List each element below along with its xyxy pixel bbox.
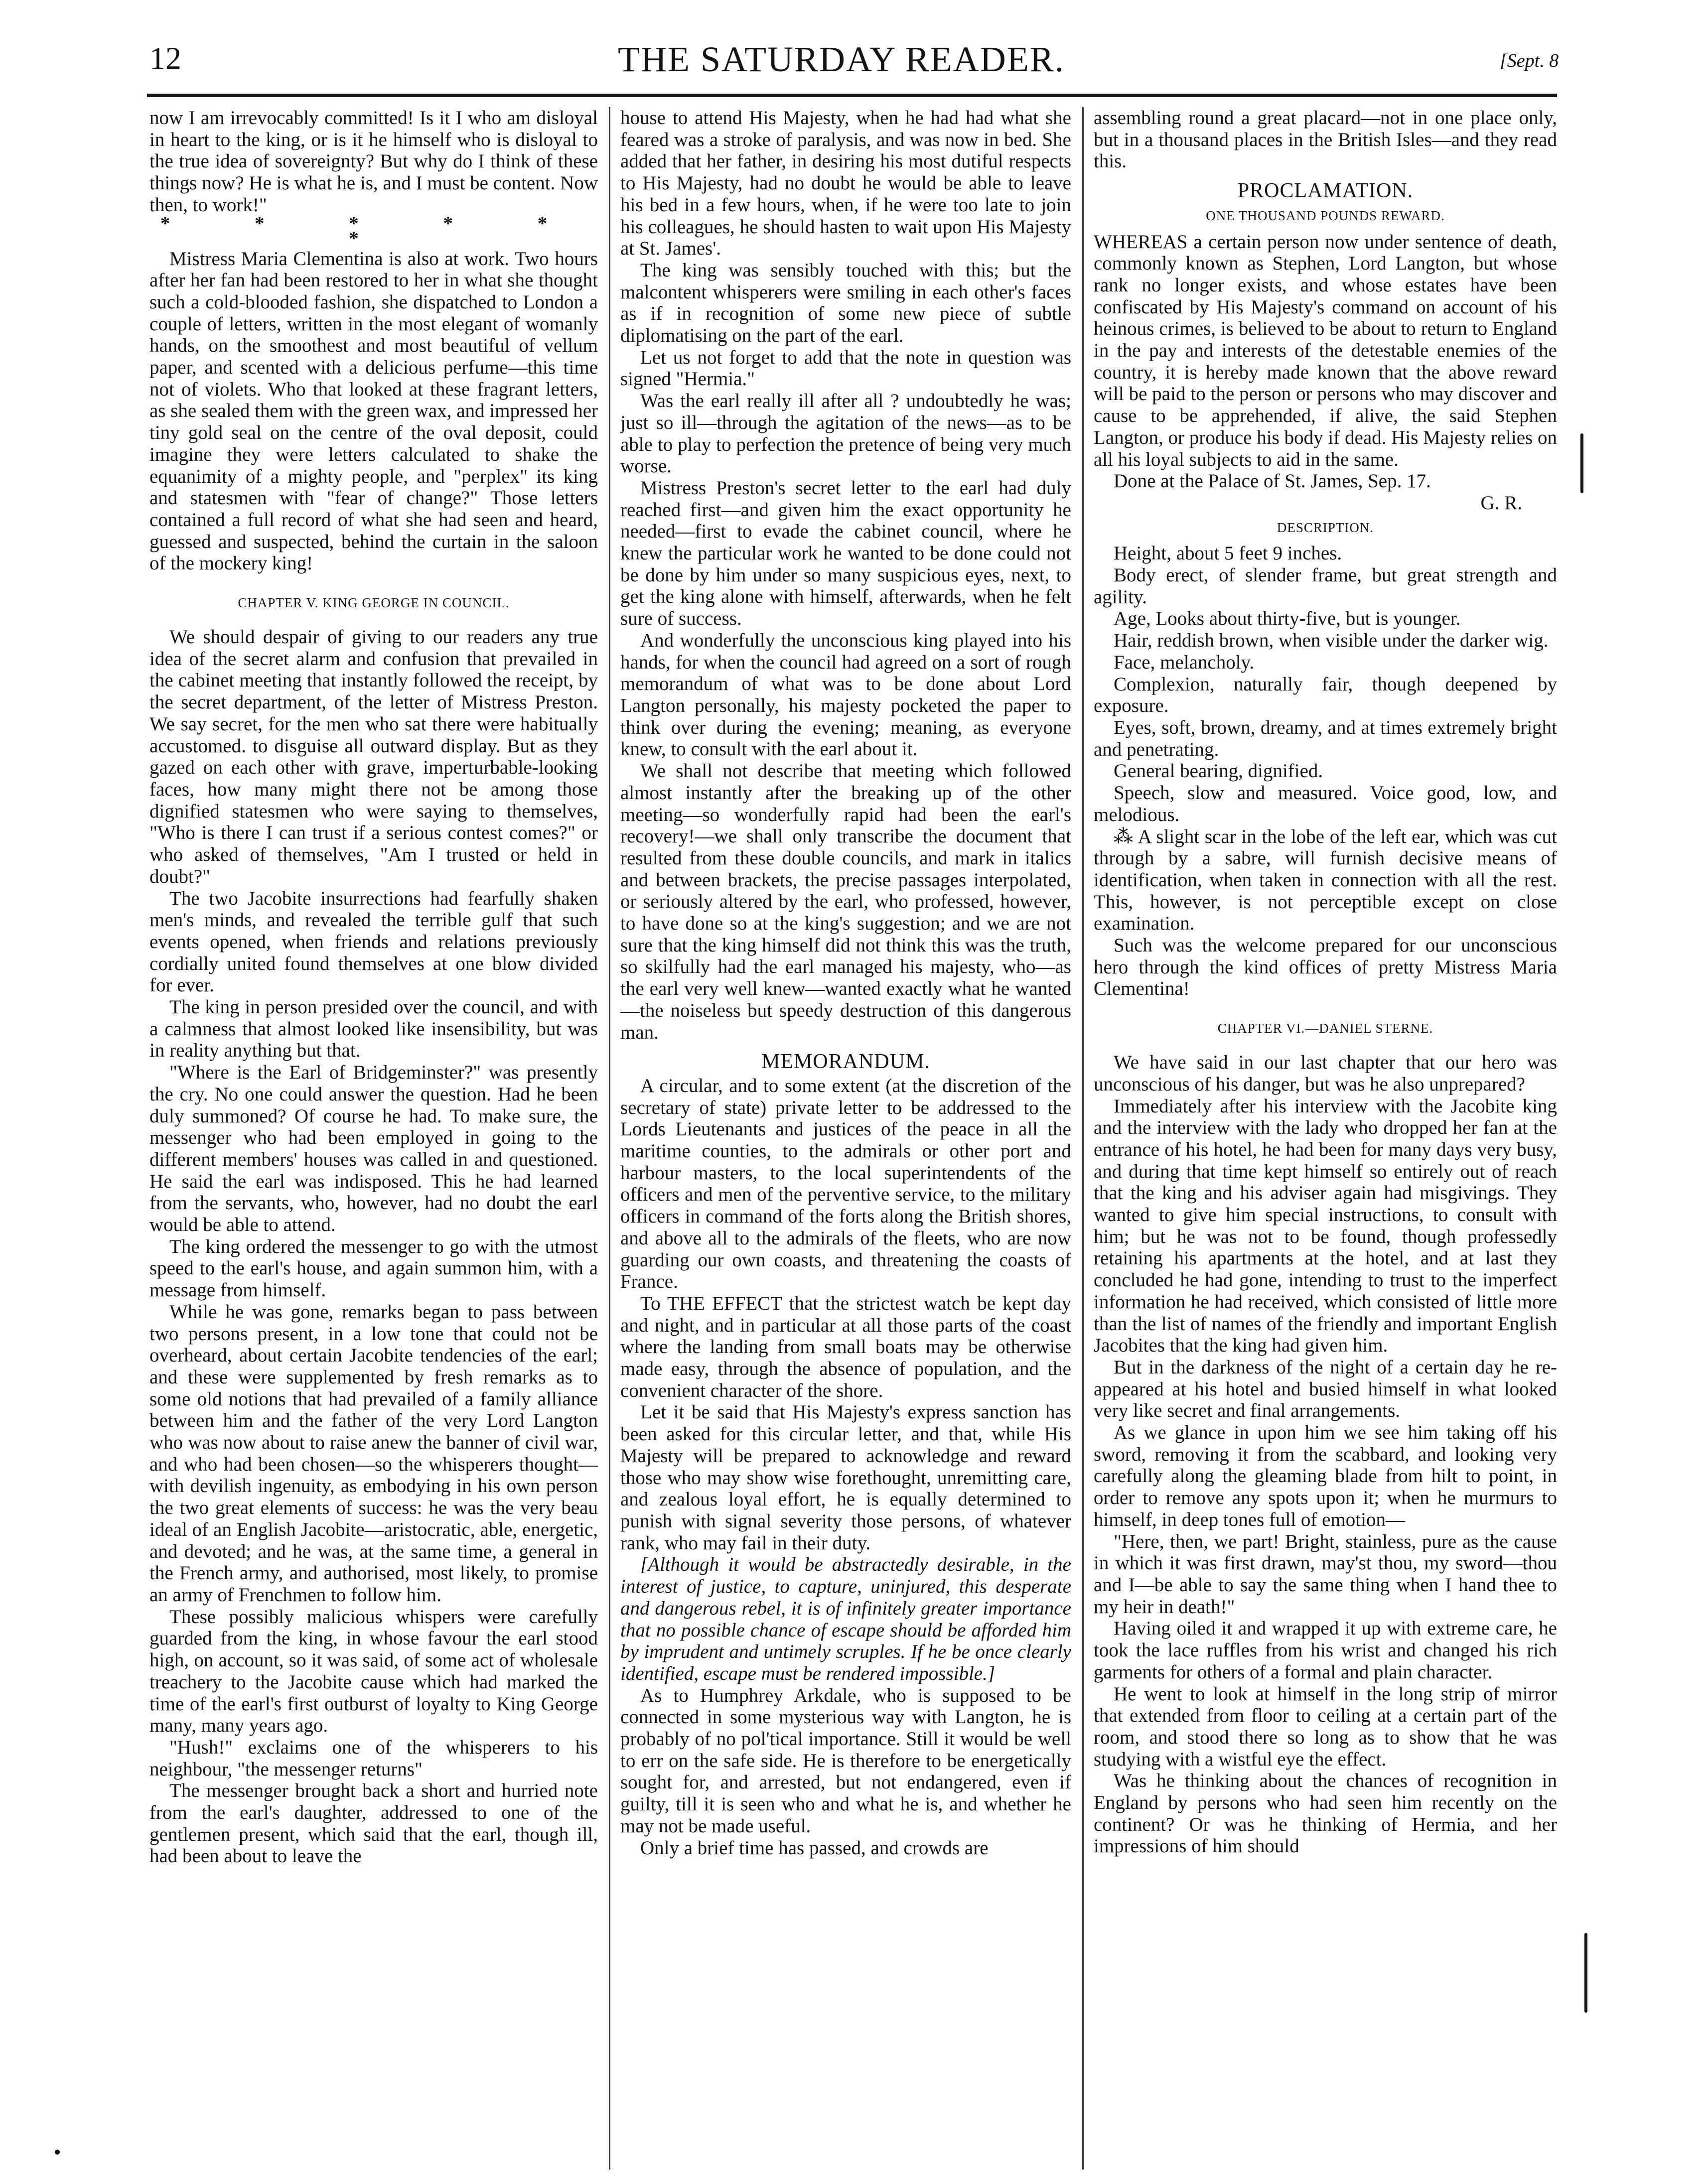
paragraph: "Hush!" exclaims one of the whisperers to his neighbour, "the messenger returns" (149, 1736, 598, 1780)
description-line: Face, melancholy. (1114, 651, 1255, 673)
description-line: General bearing, dignified. (1114, 760, 1323, 782)
paragraph: Mistress Maria Clementina is also at work. Two hours after her fan had been restored to her in what she thought such a cold-blooded fashion, she dispatched to London a couple of letters, written in the most elegant of womanly hands, on the smoothest and most beautiful of vellum paper, and scented with a delicious perfume—this time not of violets. Who that looked at these fragrant letters, as she sealed them with the green wax, and impressed her tiny gold seal on the centre of the oval deposit, could imagine they were letters calculated to shake the equanimity of a mighty people, and "perplex" its king and statesmen with "fear of change?" Those letters contained a full record of what she had seen and heard, guessed and suspected, behind the curtain in the saloon of the mockery king! (149, 248, 598, 574)
paragraph: As to Humphrey Arkdale, who is supposed to be connected in some mysterious way with Langton, he is probably of no pol'tical importance. Still it would be well to err on the safe side. He is therefore to be energetically sought for, and arrested, but not endangered, even if guilty, till it is seen who and what he is, and whether he may not be made useful. (620, 1684, 1071, 1837)
chapter-heading: CHAPTER VI.—DANIEL STERNE. (1217, 1021, 1433, 1036)
paragraph: Let us not forget to add that the note in question was signed "Hermia." (620, 346, 1071, 390)
paragraph: We should despair of giving to our readers any true idea of the secret alarm and confusion that prevailed in the cabinet meeting that instantly followed the receipt, by the secret department, of the letter of Mistress Preston. We say secret, for the men who sat there were habitually accustomed. to disguise all outward display. But as they gazed on each other with grave, imperturbable-looking faces, how many might there not be among those dignified statesmen who were saying to themselves, "Who is there I can trust if a serious contest comes?" or who asked of themselves, "Am I trusted or held in doubt?" (149, 626, 598, 887)
paragraph: These possibly malicious whispers were carefully guarded from the king, in whose favour the earl stood high, on account, so it was said, of some act of wholesale treachery to the Jacobite cause which had marked the time of the earl's first outburst of loyalty to King George many, many years ago. (149, 1606, 598, 1737)
paragraph: The two Jacobite insurrections had fearfully shaken men's minds, and revealed the terrible gulf that such events opened, when friends and relations previously cordially united found themselves at one blow divided for ever. (149, 887, 598, 996)
paragraph: Having oiled it and wrapped it up with extreme care, he took the lace ruffles from his wrist and changed his rich garments for others of a formal and plain character. (1094, 1618, 1557, 1683)
paragraph: To THE EFFECT that the strictest watch be kept day and night, and in particular at all those parts of the coast where the landing from small boats may be otherwise made easy, through the absence of population, and the convenient character of the shore. (620, 1292, 1071, 1401)
paragraph: The king ordered the messenger to go with the utmost speed to the earl's house, and again summon him, with a message from himself. (149, 1235, 598, 1301)
column-3 (1094, 107, 1557, 2175)
signature: G. R. (1480, 492, 1522, 514)
column-1 (149, 107, 598, 2175)
description-line: Speech, slow and measured. Voice good, low, and melodious. (1094, 782, 1557, 825)
paragraph-italic: [Although it would be abstractedly desirable, in the interest of justice, to capture, uninjured, this desperate and dangerous rebel, it is of infinitely greater importance that no possible chance of escape should be afforded him by imprudent and untimely scruples. If he be once clearly identified, escape must be rendered impossible.] (620, 1554, 1071, 1684)
description-line: Height, about 5 feet 9 inches. (1114, 543, 1342, 564)
paragraph: Immediately after his interview with the Jacobite king and the interview with the lady who dropped her fan at the entrance of his hotel, he had been for many days very busy, and during that time kept himself so entirely out of reach that the king and his adviser again had misgivings. They wanted to give him special instructions, to consult with him; but he was not to be found, though professedly retaining his apartments at the hotel, and at last they concluded he had gone, intending to trust to the imperfect information he had received, which consisted of little more than the list of names of the friendly and important English Jacobites that the king had given him. (1094, 1095, 1557, 1357)
paragraph: Only a brief time has passed, and crowds are (640, 1837, 989, 1859)
paragraph: Was he thinking about the chances of recognition in England by persons who had seen him recently on the continent? Or was he thinking of Hermia, and her impressions of him should (1094, 1770, 1557, 1857)
paragraph: The king was sensibly touched with this; but the malcontent whisperers were smiling in each other's faces as if in recognition of some new piece of subtle diplomatising on the part of the earl. (620, 259, 1071, 347)
paragraph: now I am irrevocably committed! Is it I who am disloyal in heart to the king, or is it he himself who is disloyal to the true idea of sovereignty? But why do I think of these things now? He is what he is, and I must be content. Now then, to work!" (149, 107, 598, 216)
paragraph: And wonderfully the unconscious king played into his hands, for when the council had agreed on a sort of rough memorandum of what was to be done about Lord Langton personally, his majesty pocketed the paper to think over during the evening; meaning, as everyone knew, to consult with the earl about it. (620, 629, 1071, 760)
description-line: Complexion, naturally fair, though deepened by exposure. (1094, 673, 1557, 717)
paragraph: The messenger brought back a short and hurried note from the earl's daughter, addressed to one of the gentlemen present, which said that the earl, though ill, had been about to leave the (149, 1780, 598, 1867)
page-number: 12 (149, 40, 181, 76)
paragraph: Was the earl really ill after all ? undoubtedly he was; just so ill—through the agitation of the news—as to be able to play to perfection the pretence of being very much worse. (620, 390, 1071, 477)
proclamation-heading: PROCLAMATION. (1237, 179, 1414, 203)
paragraph: ⁂ A slight scar in the lobe of the left ear, which was cut through by a sabre, will furnish decisive means of identification, when taken in connection with all the rest. This, however, is not perceptible except on close examination. (1094, 825, 1557, 935)
memorandum-heading: MEMORANDUM. (761, 1050, 930, 1074)
column-2 (620, 107, 1071, 2175)
section-break-stars: * * * * * * (160, 212, 587, 249)
paragraph: assembling round a great placard—not in one place only, but in a thousand places in the British Isles—and they read this. (1094, 107, 1557, 172)
paragraph: As we glance in upon him we see him taking off his sword, removing it from the scabbard, and looking very carefully along the gleaming blade from hilt to point, in order to remove any spots upon it; when he murmurs to himself, in deep tones full of emotion— (1094, 1422, 1557, 1530)
column-divider-2 (1082, 107, 1084, 2170)
header-rule (147, 94, 1557, 97)
description-line: Body erect, of slender frame, but great strength and agility. (1094, 564, 1557, 608)
paragraph: We shall not describe that meeting which followed almost instantly after the breaking up of the other meeting—so wonderfully rapid had been the earl's recovery!—we shall only transcribe the document that resulted from these double councils, and mark in italics and between brackets, the precise passages interpolated, or seriously altered by the earl, who professed, however, to have done so at the king's suggestion; and we are not sure that the king himself did not think this was the truth, so skilfully had the earl managed his majesty, who—as the earl very well knew—wanted exactly what he wanted—the noiseless but speedy destruction of this dangerous man. (620, 760, 1071, 1043)
paragraph: Done at the Palace of St. James, Sep. 17. (1114, 470, 1431, 492)
margin-mark (1580, 433, 1583, 493)
description-line: Eyes, soft, brown, dreamy, and at times extremely bright and penetrating. (1094, 716, 1557, 760)
description-heading: DESCRIPTION. (1277, 520, 1374, 535)
paragraph: house to attend His Majesty, when he had had what she feared was a stroke of paralysis, and was now in bed. She added that her father, in desiring his most dutiful respects to His Majesty, had no doubt he would be able to leave his bed in a few hours, when, if he were too late to join his colleagues, he should hasten to wait upon His Majesty at St. James'. (620, 107, 1071, 260)
paragraph: He went to look at himself in the long strip of mirror that extended from floor to ceiling at a certain part of the room, and stood there so long as to show that he was studying with a wistful eye the effect. (1094, 1683, 1557, 1770)
description-line: Hair, reddish brown, when visible under the darker wig. (1114, 630, 1549, 652)
paragraph: While he was gone, remarks began to pass between two persons present, in a low tone that could not be overheard, about certain Jacobite tendencies of the earl; and these were supplemented by fresh remarks as to some old notions that had prevailed of a family alliance between him and the father of the very Lord Langton who was now about to raise anew the banner of civil war, and who had been chosen—so the whisperers thought—with devilish ingenuity, as embodying in his own person the two great elements of success: he was the very beau ideal of an English Jacobite—aristocratic, able, energetic, and devoted; and he was, at the same time, a general in the French army, and authorised, most likely, to promise an army of Frenchmen to follow him. (149, 1301, 598, 1606)
paragraph: Such was the welcome prepared for our unconscious hero through the kind offices of pretty Mistress Maria Clementina! (1094, 935, 1557, 1000)
issue-date: [Sept. 8 (1500, 50, 1559, 71)
description-line: Age, Looks about thirty-five, but is younger. (1114, 608, 1461, 630)
reward-heading: ONE THOUSAND POUNDS REWARD. (1206, 208, 1445, 223)
paragraph: Mistress Preston's secret letter to the earl had duly reached first—and given him the exact opportunity he needed—first to evade the cabinet council, where he knew the particular work he wanted to be done could not be done by him under so many suspicious eyes, next, to get the king alone with himself, afterwards, when he felt sure of success. (620, 477, 1071, 630)
paragraph: But in the darkness of the night of a certain day he re-appeared at his hotel and busied himself in what looked very like secret and final arrangements. (1094, 1356, 1557, 1422)
paragraph: A circular, and to some extent (at the discretion of the secretary of state) private letter to be addressed to the Lords Lieutenants and justices of the peace in all the maritime counties, to the admirals or other port and harbour masters, to the local superintendents of the officers and men of the perventive service, to the military officers in command of the forts along the British shores, and above all to the admirals of the fleets, who are now guarding our own coasts, and threatening the coasts of France. (620, 1075, 1071, 1293)
paragraph: "Here, then, we part! Bright, stainless, pure as the cause in which it was first drawn, may'st thou, my sword—thou and I—be able to say the same thing when I hand thee to my heir in death!" (1094, 1530, 1557, 1618)
paragraph: "Where is the Earl of Bridgeminster?" was presently the cry. No one could answer the question. Had he been duly summoned? Of course he had. To make sure, the messenger who had been employed in going to the different members' houses was called in and questioned. He said the earl was indisposed. This he had learned from the servants, who, however, had no doubt the earl would be able to attend. (149, 1062, 598, 1236)
margin-mark (1584, 1933, 1587, 2013)
paragraph: WHEREAS a certain person now under sentence of death, commonly known as Stephen, Lord Langton, but whose rank no longer exists, and whose estates have been confiscated by His Majesty's command on account of his heinous crimes, is believed to be about to return to England in the pay and interests of the detestable enemies of the country, it is hereby made known that the above reward will be paid to the person or persons who may discover and cause to be apprehended, if alive, the said Stephen Langton, or produce his body if dead. His Majesty relies on all his loyal subjects to aid in the same. (1094, 231, 1557, 470)
masthead-title: THE SATURDAY READER. (618, 39, 1065, 79)
margin-dot (55, 2150, 60, 2155)
column-divider-1 (609, 107, 610, 2170)
paragraph: The king in person presided over the council, and with a calmness that almost looked like insensibility, but was in reality anything but that. (149, 996, 598, 1062)
chapter-heading: CHAPTER V. KING GEORGE IN COUNCIL. (238, 595, 510, 611)
paragraph: Let it be said that His Majesty's express sanction has been asked for this circular letter, and that, while His Majesty will be prepared to acknowledge and reward those who may show wise forethought, unremitting care, and zealous loyal effort, he is equally determined to punish with signal severity those persons, of whatever rank, who may fail in their duty. (620, 1401, 1071, 1554)
paragraph: We have said in our last chapter that our hero was unconscious of his danger, but was he also unprepared? (1094, 1052, 1557, 1095)
